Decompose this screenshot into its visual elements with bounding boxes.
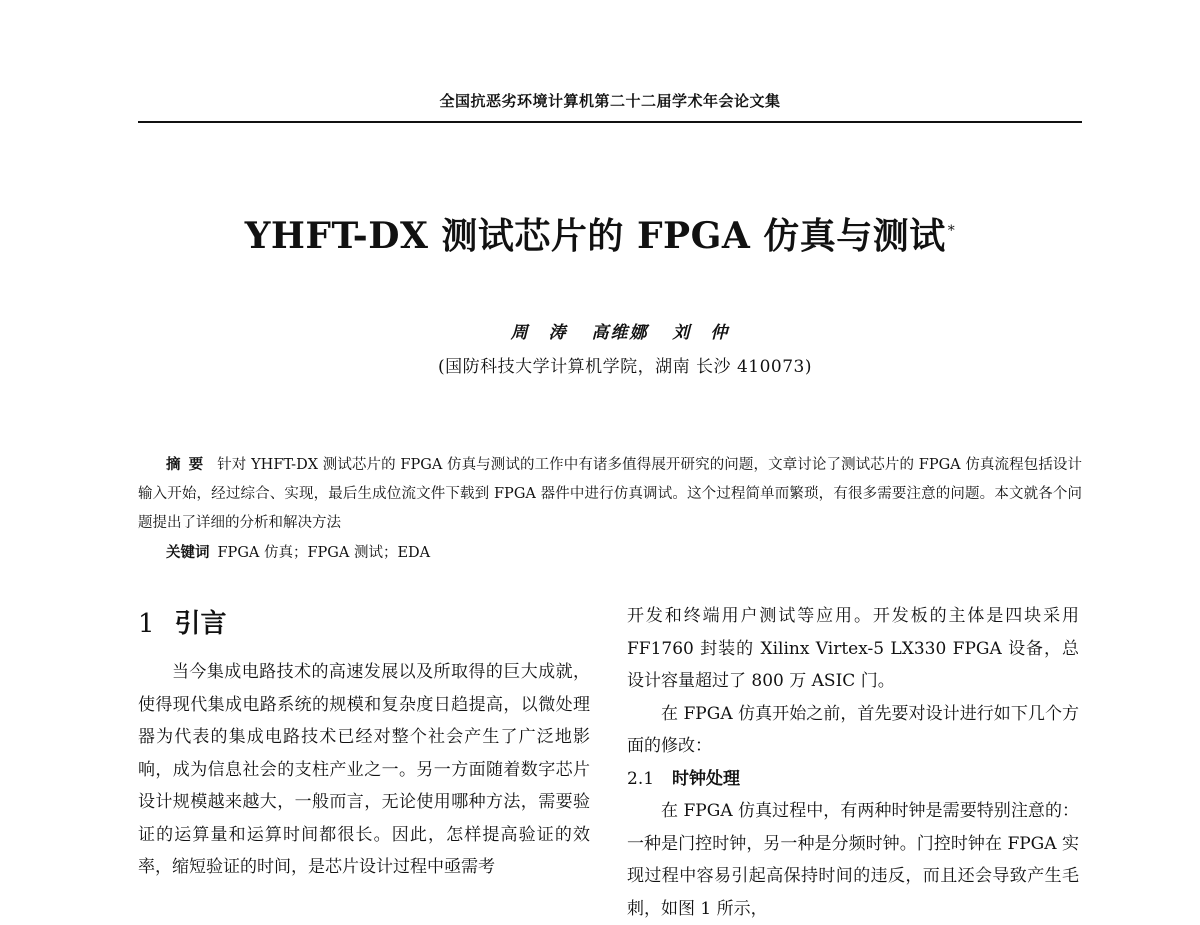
section-number: 1 — [138, 609, 155, 639]
subsection-number: 2.1 — [627, 768, 655, 789]
paper-title-text: YHFT-DX 测试芯片的 FPGA 仿真与测试 — [244, 215, 946, 257]
paper-title — [0, 208, 1200, 259]
author-name: 刘 仲 — [672, 323, 730, 343]
subsection-heading — [627, 763, 1079, 796]
body-paragraph: 当今集成电路技术的高速发展以及所取得的巨大成就，使得现代集成电路系统的规模和复杂度日趋提高，以微处理器为代表的集成电路技术已经对整个社会产生了广泛地影响，成为信息社会的支柱产业之一。另一方面随着数字芯片设计规模越来越大，一般而言，无论使用哪种方法，需要验证的运算量和运算时间都很长。因此，怎样提高验证的效率，缩短验证的时间，是芯片设计过程中亟需考 — [138, 662, 590, 877]
subsection-title: 时钟处理 — [672, 768, 741, 789]
header-rule — [138, 121, 1082, 123]
body-paragraph: 开发和终端用户测试等应用。开发板的主体是四块采用 FF1760 封装的 Xilinx Virtex-5 LX330 FPGA 设备，总设计容量超过了 800 万 ASIC 门。 — [627, 606, 1079, 691]
keywords-label: 关键词 — [166, 544, 210, 561]
abstract — [138, 450, 1082, 568]
section-heading — [138, 600, 590, 648]
running-header: 全国抗恶劣环境计算机第二十二届学术年会论文集 — [439, 92, 781, 110]
keywords-line — [138, 538, 1082, 568]
right-column — [627, 600, 1079, 925]
abstract-text: 针对 YHFT-DX 测试芯片的 FPGA 仿真与测试的工作中有诸多值得展开研究的问题，文章讨论了测试芯片的 FPGA 仿真流程包括设计输入开始，经过综合、实现，最后生成位流文件下载到 FPGA 器件中进行仿真调试。这个过程简单而繁琐，有很多需要注意的问题。本文就各个问题提出了详细的分析和解决方法 — [138, 457, 1083, 531]
title-footnote-mark: * — [947, 223, 956, 239]
section-title: 引言 — [174, 609, 227, 639]
author-name: 周 涛 — [510, 323, 568, 343]
abstract-paragraph — [138, 450, 1082, 538]
affiliation: (国防科技大学计算机学院，湖南 长沙 410073) — [438, 357, 812, 377]
left-column — [138, 600, 590, 884]
body-paragraph: 在 FPGA 仿真开始之前，首先要对设计进行如下几个方面的修改： — [627, 703, 1079, 756]
author-name: 高维娜 — [591, 323, 649, 343]
keywords-text: FPGA 仿真；FPGA 测试；EDA — [217, 545, 431, 561]
abstract-label: 摘要 — [166, 456, 212, 473]
author-list — [0, 318, 1200, 343]
body-paragraph: 在 FPGA 仿真过程中，有两种时钟是需要特别注意的：一种是门控时钟，另一种是分频时钟。门控时钟在 FPGA 实现过程中容易引起高保持时间的违反，而且还会导致产生毛刺，如图 1 所示， — [627, 801, 1079, 919]
